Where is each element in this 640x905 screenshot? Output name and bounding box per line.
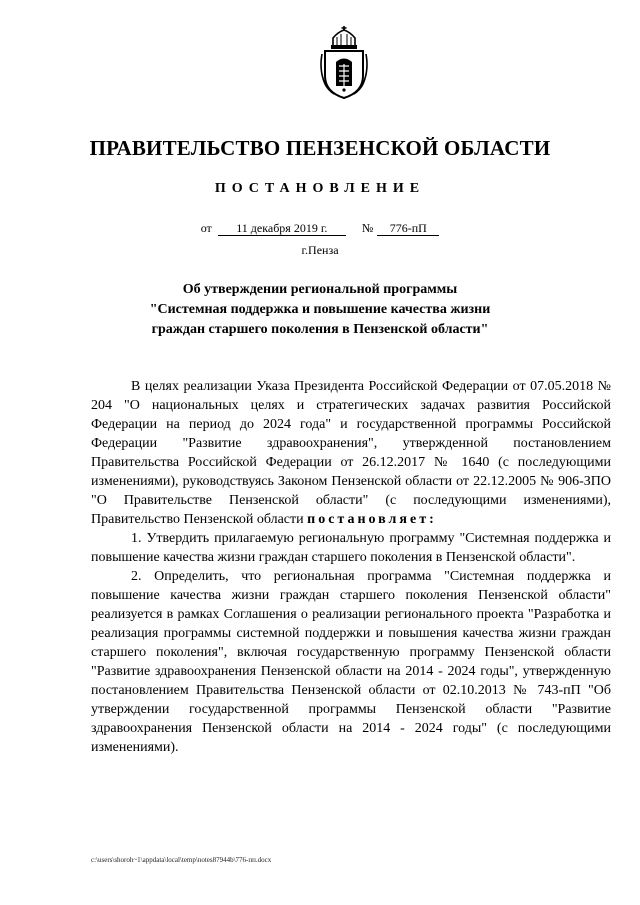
date-prefix: от: [200, 221, 212, 235]
number-prefix: №: [361, 221, 374, 235]
document-meta: [0, 221, 640, 236]
document-subject: [0, 280, 640, 340]
item-2-paragraph: 2. Определить, что региональная программа "Системная поддержка и повышение качества жизни граждан старшего поколения Пензенской области" реализуется в рамках Соглашения о реализации регионального проекта "Разработка и реализация программы системной поддержки и повышения качества жизни граждан старшего поколения", включая государственную программу Пензенской области "Развитие здравоохранения Пензенской области на 2014 - 2024 годы", утвержденную постановлением Правительства Пензенской области от 02.10.2013 № 743-пП "Об утверждении государственной программы Пензенской области "Развитие здравоохранения Пензенской области на 2014 - 2024 годы" (с последующими изменениями).: [91, 569, 611, 755]
subject-line: граждан старшего поколения в Пензенской области": [151, 322, 489, 337]
document-date: 11 декабря 2019 г.: [218, 222, 346, 236]
organization-title: ПРАВИТЕЛЬСТВО ПЕНЗЕНСКОЙ ОБЛАСТИ: [89, 136, 551, 160]
coat-of-arms-icon: [318, 26, 370, 100]
resolves-word: постановляет:: [307, 512, 437, 527]
intro-text: В целях реализации Указа Президента Российской Федерации от 07.05.2018 № 204 "О национальных целях и стратегических задачах развития Российской Федерации на период до 2024 года" и государственной программы Российской Федерации "Развитие здравоохранения", утвержденной постановлением Правительства Российской Федерации от 26.12.2017 № 1640 (с последующими изменениями), руководствуясь Законом Пензенской области от 22.12.2005 № 906-ЗПО "О Правительстве Пензенской области" (с последующими изменениями), Правительство Пензенской области: [91, 379, 611, 527]
document-city: г.Пенза: [301, 243, 339, 257]
file-path-footer: c:\users\shoroh~1\appdata\local\temp\notes87944b\776-пп.docx: [91, 856, 272, 864]
intro-paragraph: [91, 377, 611, 529]
item-1-paragraph: 1. Утвердить прилагаемую региональную программу "Системная поддержка и повышение качества жизни граждан старшего поколения в Пензенской области".: [91, 531, 611, 565]
coat-of-arms-emblem: [318, 26, 370, 100]
subject-line: "Системная поддержка и повышение качества жизни: [149, 302, 491, 317]
document-type: ПОСТАНОВЛЕНИЕ: [214, 181, 426, 196]
document-body: [91, 377, 611, 757]
subject-line: Об утверждении региональной программы: [182, 282, 458, 297]
document-number: 776-пП: [377, 222, 439, 236]
